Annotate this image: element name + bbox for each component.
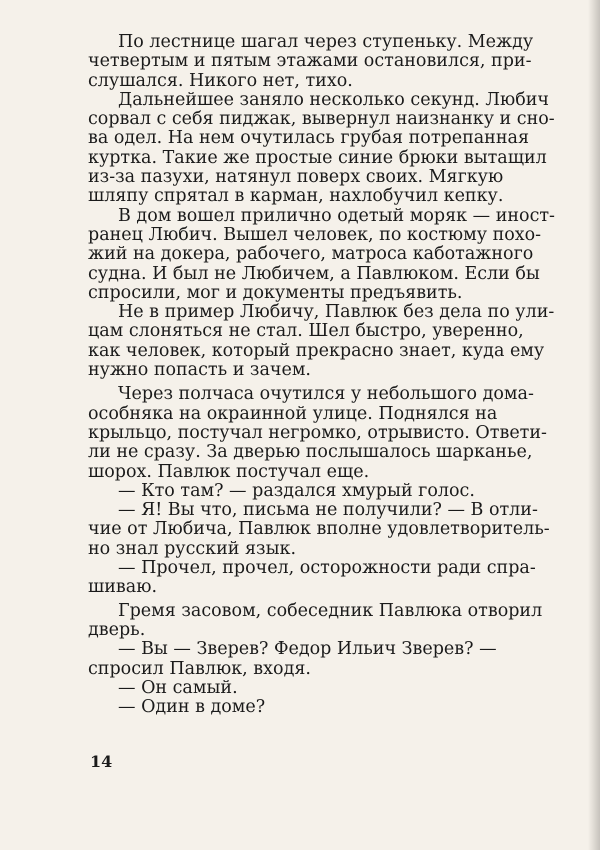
text-line: шляпу спрятал в карман, нахлобучил кепку.	[88, 186, 504, 207]
text-line: Гремя засовом, собеседник Павлюка отворил	[118, 600, 543, 621]
text-line: особняка на окраинной улице. Поднялся на	[88, 403, 498, 424]
page-edge-shadow	[588, 0, 600, 850]
text-line: четвертым и пятым этажами остановился, при-	[88, 51, 532, 72]
text-line: цам слоняться не стал. Шел быстро, уверенно,	[88, 321, 524, 342]
text-line: сорвал с себя пиджак, вывернул наизнанку и сно-	[88, 109, 555, 130]
text-line: шиваю.	[88, 577, 158, 598]
body-text	[88, 32, 555, 718]
text-line: шорох. Павлюк постучал еще.	[88, 461, 370, 482]
text-line: жий на докера, рабочего, матроса каботажного	[88, 244, 534, 265]
text-line: ва одел. На нем очутилась грубая потрепанная	[88, 128, 529, 149]
text-line: судна. И был не Любичем, а Павлюком. Если бы	[88, 263, 540, 284]
text-line: В дом вошел прилично одетый моряк — иност-	[118, 205, 555, 226]
dialogue-line: — Вы — Зверев? Федор Ильич Зверев? —	[118, 639, 497, 660]
text-line: спросил Павлюк, входя.	[88, 658, 311, 679]
dialogue-line: — Он самый.	[118, 677, 238, 698]
text-line: ли не сразу. За дверью послышалось шарканье,	[88, 442, 533, 463]
text-line: ранец Любич. Вышел человек, по костюму похо-	[88, 224, 542, 245]
text-line: дверь.	[88, 619, 146, 640]
text-line: Не в пример Любичу, Павлюк без дела по ули-	[118, 302, 555, 323]
text-line: из-за пазухи, натянул поверх своих. Мягкую	[88, 167, 504, 188]
text-line: спросили, мог и документы предъявить.	[88, 282, 463, 303]
page-number: 14	[90, 752, 113, 771]
text-line: Через полчаса очутился у небольшого дома-	[118, 384, 534, 405]
dialogue-line: — Кто там? — раздался хмурый голос.	[118, 480, 475, 501]
text-line: нужно попасть и зачем.	[88, 360, 311, 381]
text-line: слушался. Никого нет, тихо.	[88, 70, 353, 91]
text-line: чие от Любича, Павлюк вполне удовлетворитель-	[88, 519, 550, 540]
text-line: куртка. Такие же простые синие брюки вытащил	[88, 147, 547, 168]
dialogue-line: — Я! Вы что, письма не получили? — В отли-	[118, 500, 538, 521]
text-line: По лестнице шагал через ступеньку. Между	[118, 32, 534, 52]
text-line: как человек, который прекрасно знает, куда ему	[88, 340, 545, 361]
text-line: но знал русский язык.	[88, 538, 297, 559]
dialogue-line: — Один в доме?	[118, 697, 266, 718]
dialogue-line: — Прочел, прочел, осторожности ради спра-	[118, 558, 536, 579]
text-line: Дальнейшее заняло несколько секунд. Любич	[118, 89, 549, 110]
text-line: крыльцо, постучал негромко, отрывисто. Ответи-	[88, 422, 547, 443]
